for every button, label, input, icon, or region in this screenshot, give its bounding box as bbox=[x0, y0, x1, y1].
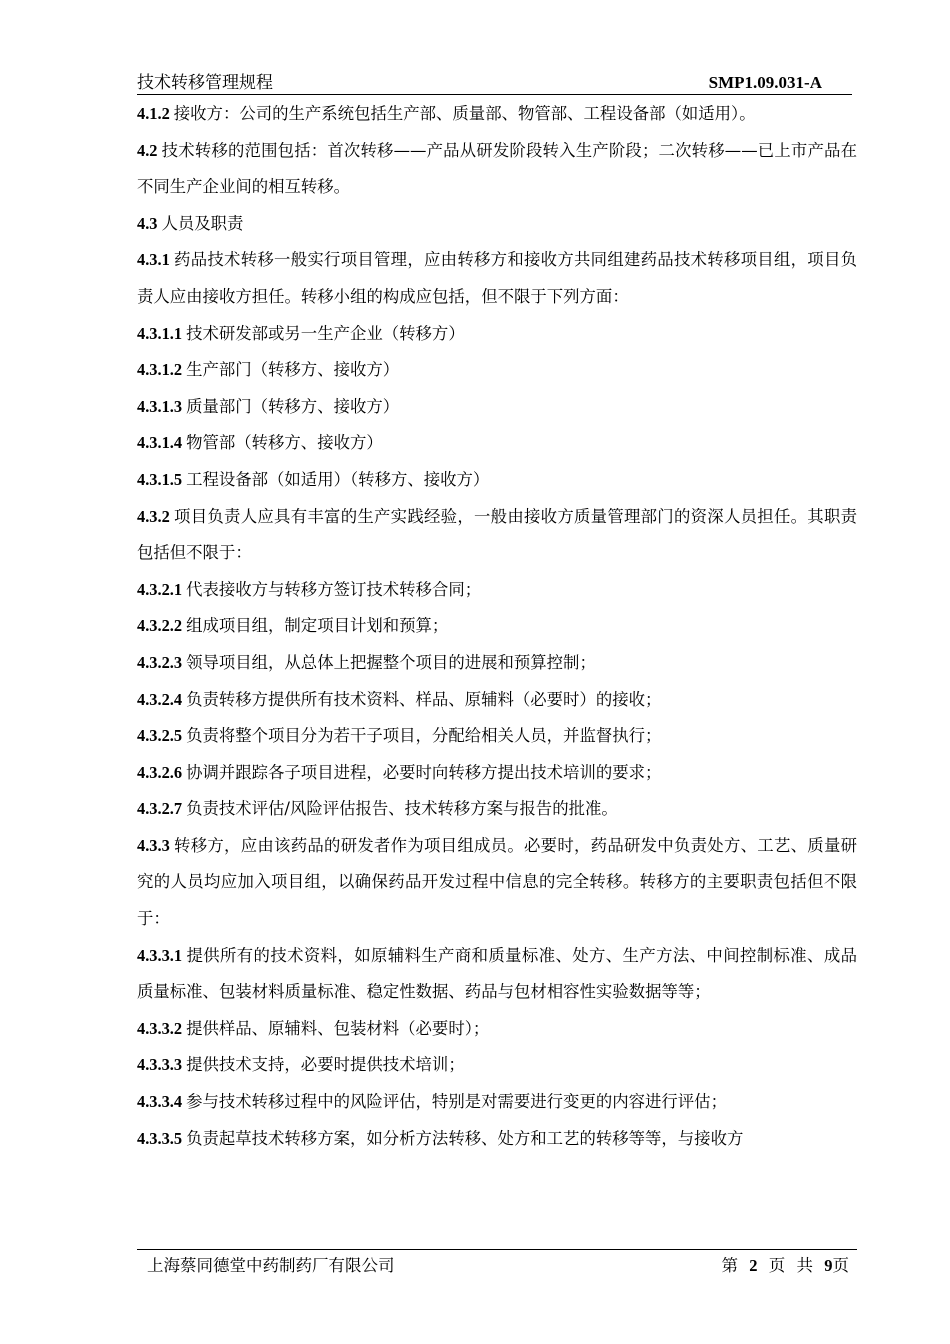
page-footer bbox=[137, 1249, 857, 1280]
section-number: 4.2 bbox=[137, 140, 158, 160]
paragraph-text: 负责起草技术转移方案，如分析方法转移、处方和工艺的转移等等，与接收方 bbox=[186, 1128, 744, 1148]
paragraph bbox=[137, 608, 857, 645]
paragraph bbox=[137, 682, 857, 719]
paragraph-text: 技术转移的范围包括：首次转移——产品从研发阶段转入生产阶段；二次转移——已上市产品在不同生产企业间的相互转移。 bbox=[137, 140, 857, 197]
section-number: 4.3.3.1 bbox=[137, 945, 183, 965]
section-number: 4.3.2.6 bbox=[137, 762, 183, 782]
paragraph-text: 负责技术评估/风险评估报告、技术转移方案与报告的批准。 bbox=[186, 799, 618, 819]
section-number: 4.3.2.5 bbox=[137, 726, 183, 746]
paragraph bbox=[137, 1121, 857, 1158]
paragraph-text: 生产部门（转移方、接收方） bbox=[186, 360, 400, 380]
paragraph bbox=[137, 462, 857, 499]
document-title: 技术转移管理规程 bbox=[137, 73, 273, 93]
paragraph-text: 物管部（转移方、接收方） bbox=[186, 433, 383, 453]
section-number: 4.3.3.2 bbox=[137, 1018, 183, 1038]
paragraph bbox=[137, 242, 857, 315]
paragraph-text: 负责转移方提供所有技术资料、样品、原辅料（必要时）的接收； bbox=[186, 689, 662, 709]
section-number: 4.3.3.5 bbox=[137, 1128, 183, 1148]
paragraph-text: 质量部门（转移方、接收方） bbox=[186, 396, 400, 416]
paragraph bbox=[137, 133, 857, 206]
paragraph-text: 技术研发部或另一生产企业（转移方） bbox=[186, 323, 465, 343]
page-middle: 页 共 bbox=[768, 1256, 813, 1275]
section-number: 4.3.1.3 bbox=[137, 396, 183, 416]
page-indicator bbox=[722, 1254, 850, 1278]
company-name: 上海蔡同德堂中药制药厂有限公司 bbox=[147, 1256, 395, 1275]
paragraph bbox=[137, 316, 857, 353]
paragraph-text: 提供样品、原辅料、包装材料（必要时）； bbox=[186, 1018, 490, 1038]
paragraph bbox=[137, 389, 857, 426]
paragraph-text: 项目负责人应具有丰富的生产实践经验，一般由接收方质量管理部门的资深人员担任。其职责包括但不限于： bbox=[137, 506, 857, 563]
section-number: 4.3.3 bbox=[137, 835, 170, 855]
page-prefix: 第 bbox=[721, 1256, 738, 1275]
paragraph bbox=[137, 1084, 857, 1121]
paragraph bbox=[137, 791, 857, 828]
section-number: 4.3 bbox=[137, 213, 158, 233]
paragraph-text: 领导项目组，从总体上把握整个项目的进展和预算控制； bbox=[186, 652, 596, 672]
section-number: 4.3.2.1 bbox=[137, 579, 183, 599]
paragraph bbox=[137, 1011, 857, 1048]
section-number: 4.3.1.4 bbox=[137, 433, 183, 453]
document-code: SMP1.09.031-A bbox=[708, 73, 822, 92]
section-number: 4.3.1 bbox=[137, 250, 170, 270]
paragraph-text: 接收方：公司的生产系统包括生产部、质量部、物管部、工程设备部（如适用）。 bbox=[173, 104, 756, 123]
paragraph-text: 药品技术转移一般实行项目管理，应由转移方和接收方共同组建药品技术转移项目组，项目负责人应由接收方担任。转移小组的构成应包括，但不限于下列方面： bbox=[137, 250, 857, 306]
paragraph bbox=[137, 828, 857, 938]
paragraph-text: 组成项目组，制定项目计划和预算； bbox=[186, 616, 449, 636]
paragraph-text: 代表接收方与转移方签订技术转移合同； bbox=[186, 579, 482, 599]
section-number: 4.3.1.1 bbox=[137, 323, 183, 343]
page-total: 9 bbox=[824, 1256, 833, 1275]
paragraph-text: 人员及职责 bbox=[161, 213, 244, 233]
section-number: 4.3.2.3 bbox=[137, 652, 183, 672]
paragraph-text: 协调并跟踪各子项目进程，必要时向转移方提出技术培训的要求； bbox=[186, 762, 662, 782]
paragraph-text: 负责将整个项目分为若干子项目，分配给相关人员，并监督执行； bbox=[186, 726, 662, 746]
page-current: 2 bbox=[749, 1256, 758, 1275]
paragraph bbox=[137, 755, 857, 792]
paragraph bbox=[137, 1047, 857, 1084]
section-number: 4.3.2 bbox=[137, 506, 170, 526]
section-number: 4.1.2 bbox=[137, 104, 170, 123]
paragraph-text: 提供技术支持，必要时提供技术培训； bbox=[186, 1055, 465, 1075]
paragraph bbox=[137, 938, 857, 1011]
paragraph-text: 参与技术转移过程中的风险评估，特别是对需要进行变更的内容进行评估； bbox=[186, 1092, 727, 1112]
paragraph-text: 转移方，应由该药品的研发者作为项目组成员。必要时，药品研发中负责处方、工艺、质量研究的人员均应加入项目组，以确保药品开发过程中信息的完全转移。转移方的主要职责包括但不限于： bbox=[137, 835, 857, 929]
page-suffix: 页 bbox=[832, 1256, 849, 1275]
paragraph bbox=[137, 206, 857, 243]
paragraph bbox=[137, 499, 857, 572]
paragraph bbox=[137, 572, 857, 609]
paragraph bbox=[137, 96, 857, 133]
paragraph-text: 提供所有的技术资料，如原辅料生产商和质量标准、处方、生产方法、中间控制标准、成品质量标准、包装材料质量标准、稳定性数据、药品与包材相容性实验数据等等； bbox=[137, 945, 857, 1002]
section-number: 4.3.1.2 bbox=[137, 360, 183, 380]
paragraph bbox=[137, 645, 857, 682]
section-number: 4.3.2.4 bbox=[137, 689, 183, 709]
paragraph bbox=[137, 718, 857, 755]
document-body bbox=[137, 96, 857, 1157]
paragraph bbox=[137, 425, 857, 462]
section-number: 4.3.3.3 bbox=[137, 1055, 183, 1075]
page-header bbox=[137, 72, 852, 95]
section-number: 4.3.2.2 bbox=[137, 616, 183, 636]
section-number: 4.3.3.4 bbox=[137, 1092, 183, 1112]
section-number: 4.3.1.5 bbox=[137, 469, 183, 489]
paragraph bbox=[137, 352, 857, 389]
section-number: 4.3.2.7 bbox=[137, 799, 183, 819]
paragraph-text: 工程设备部（如适用）（转移方、接收方） bbox=[186, 469, 490, 489]
